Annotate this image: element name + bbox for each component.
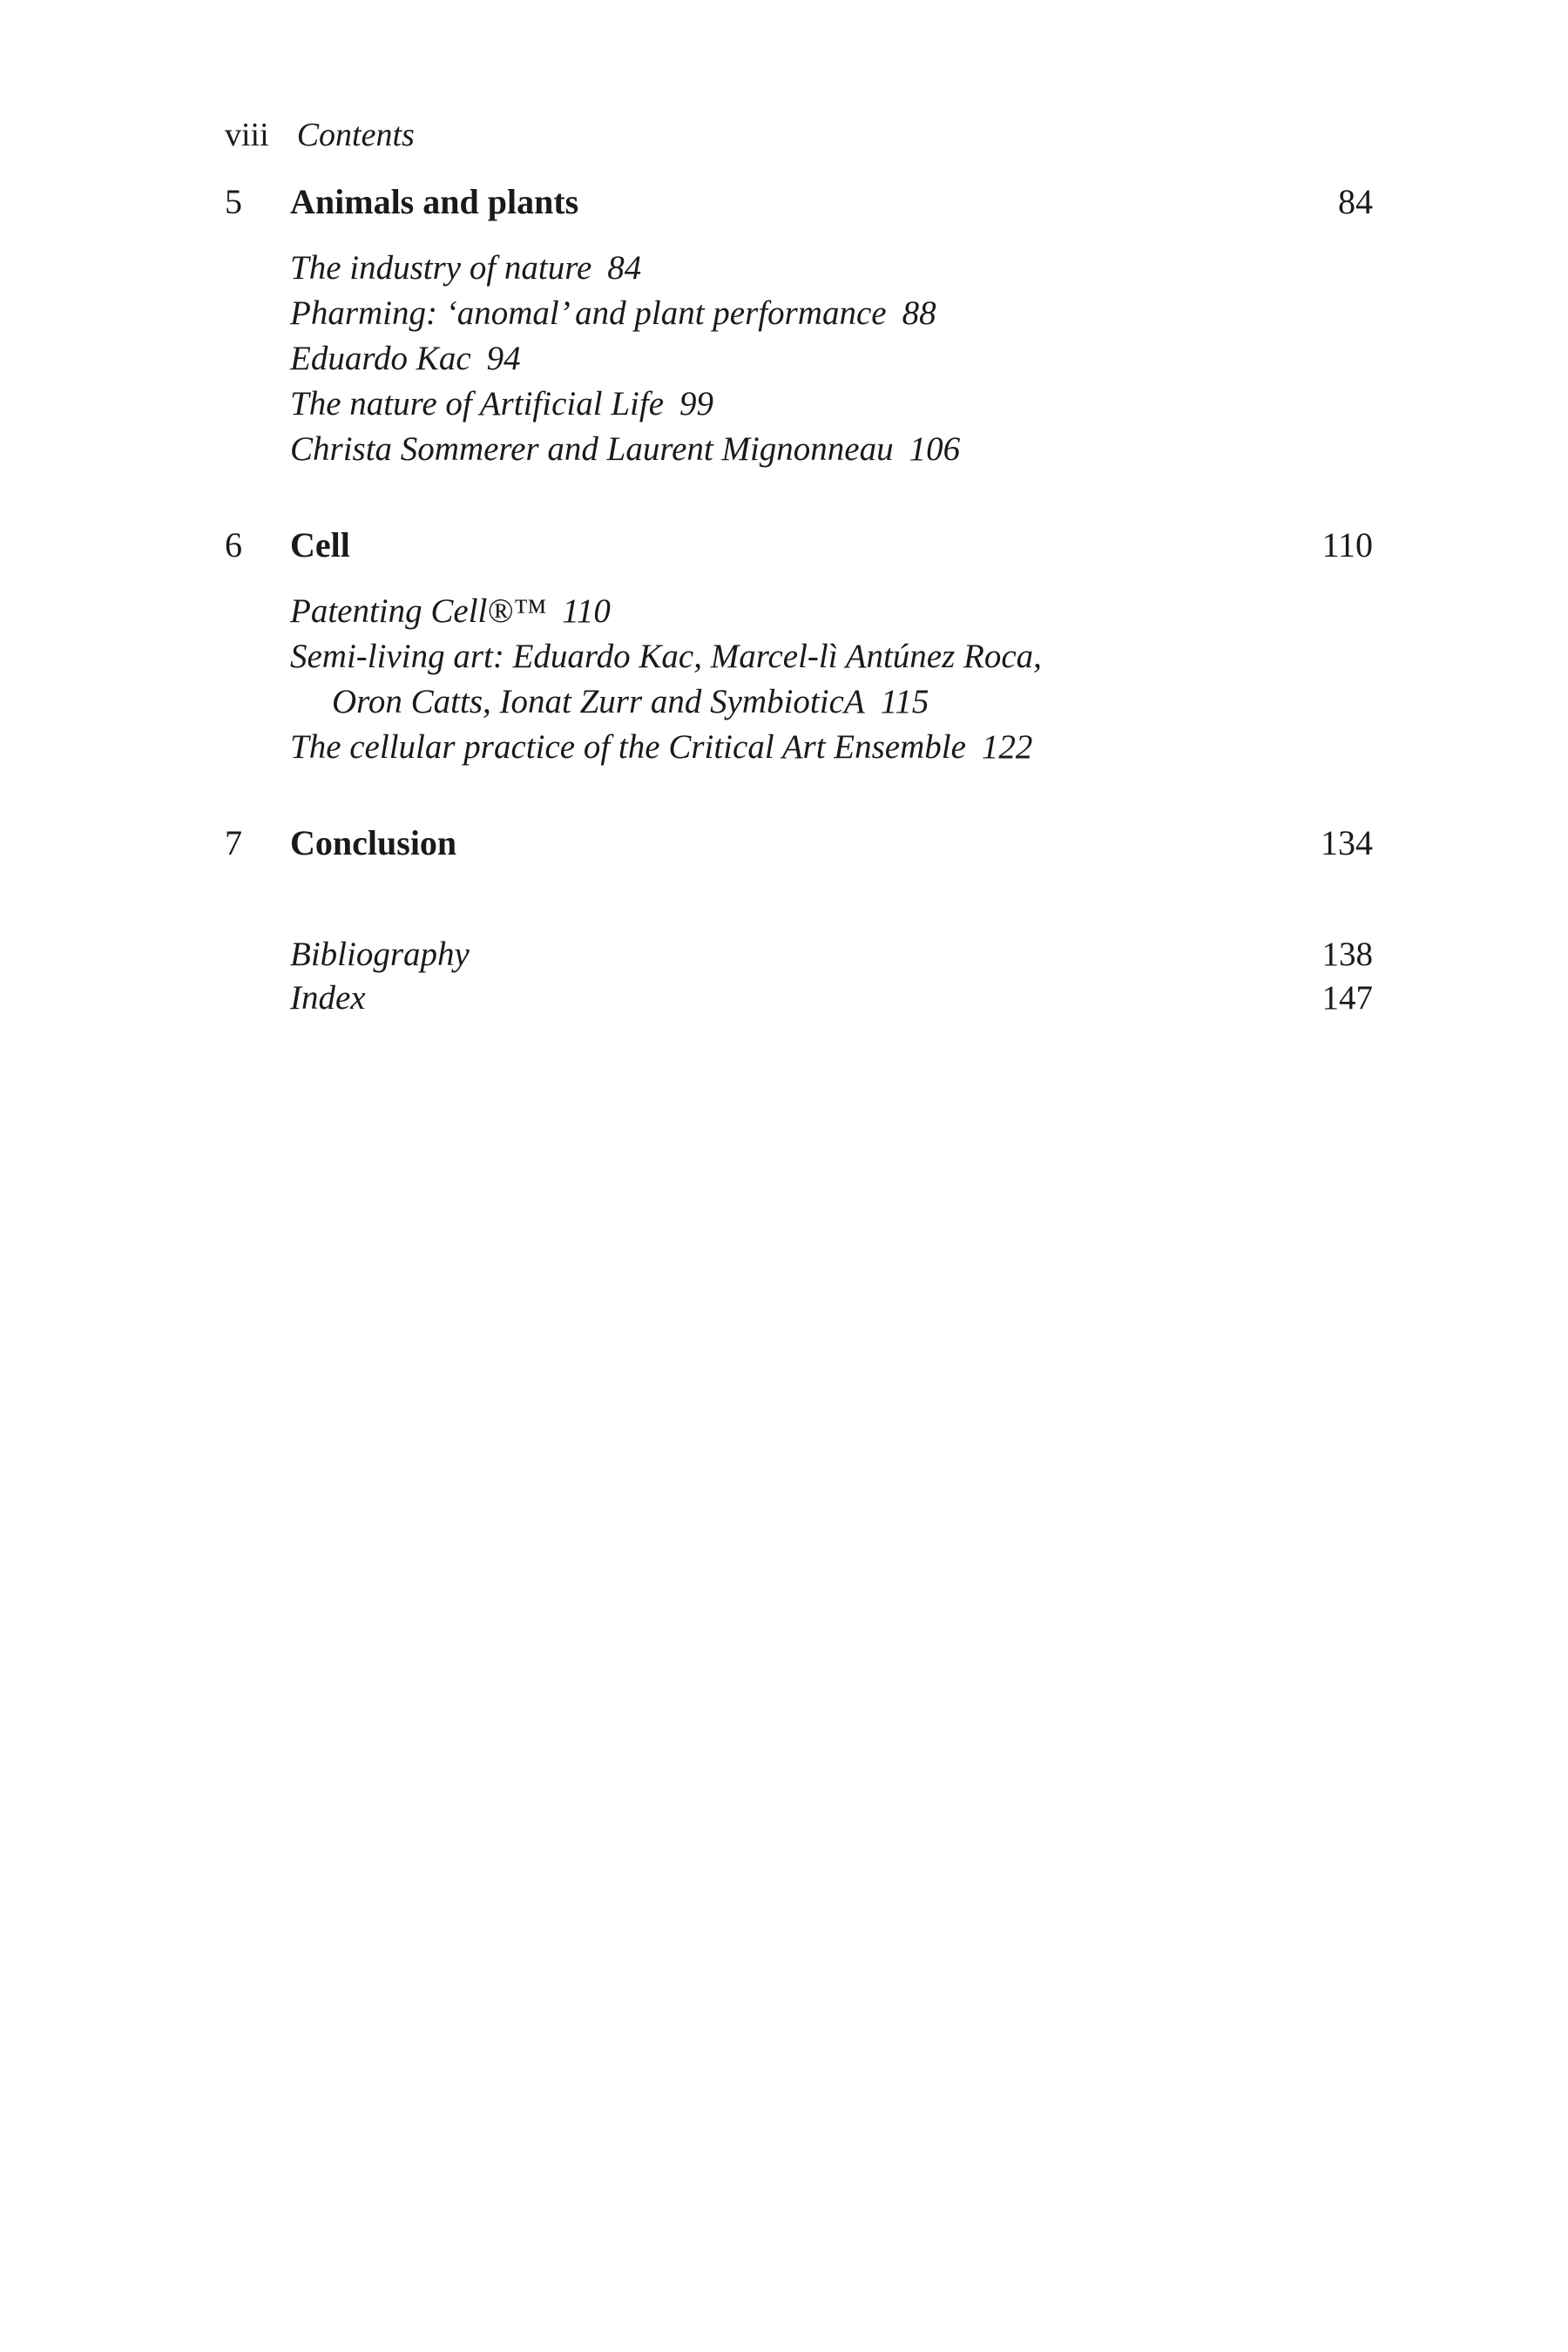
- section-title: The nature of Artificial Life: [290, 385, 664, 422]
- section-entry[interactable]: [290, 725, 1373, 770]
- section-page-number: 110: [562, 592, 611, 630]
- chapter-number: 7: [225, 823, 242, 862]
- section-entry[interactable]: [290, 382, 1373, 427]
- section-entry[interactable]: [290, 634, 1373, 679]
- section-page-number: 122: [981, 728, 1033, 766]
- running-head-title: Contents: [296, 117, 415, 153]
- chapter-5-row[interactable]: [225, 178, 1373, 226]
- section-entry[interactable]: [290, 246, 1373, 291]
- section-title: Eduardo Kac: [290, 340, 471, 377]
- section-title: Christa Sommerer and Laurent Mignonneau: [290, 430, 894, 468]
- end-matter-title: Bibliography: [290, 936, 470, 973]
- section-page-number: 106: [909, 430, 961, 468]
- section-page-number: 115: [880, 683, 929, 720]
- bibliography-row[interactable]: [290, 932, 1373, 977]
- section-page-number: 94: [486, 340, 521, 377]
- end-matter-page-number: 147: [1321, 979, 1373, 1017]
- chapter-number: 5: [225, 182, 242, 221]
- end-matter-page-number: 138: [1321, 936, 1373, 973]
- chapter-5-sections: [290, 246, 1373, 472]
- chapter-title: Cell: [290, 525, 350, 564]
- section-title: Semi-living art: Eduardo Kac, Marcel-lì Antúnez Roca,: [290, 638, 1042, 675]
- section-title: The industry of nature: [290, 249, 592, 287]
- section-title: Oron Catts, Ionat Zurr and SymbioticA: [332, 683, 865, 720]
- chapter-6-sections: [290, 589, 1373, 770]
- chapter-title: Conclusion: [290, 823, 457, 862]
- end-matter-title: Index: [290, 979, 366, 1017]
- chapter-page-number: 110: [1321, 525, 1373, 564]
- section-page-number: 88: [902, 294, 936, 332]
- section-title: The cellular practice of the Critical Art Ensemble: [290, 728, 966, 766]
- section-page-number: 99: [679, 385, 713, 422]
- running-head: [225, 113, 415, 157]
- section-title: Patenting Cell®™: [290, 592, 547, 630]
- section-entry-continuation[interactable]: [290, 679, 1373, 725]
- section-title: Pharming: ‘anomal’ and plant performance: [290, 294, 887, 332]
- section-entry[interactable]: [290, 336, 1373, 382]
- chapter-6-row[interactable]: [225, 521, 1373, 570]
- chapter-title: Animals and plants: [290, 182, 579, 221]
- section-page-number: 84: [607, 249, 642, 287]
- chapter-7-row[interactable]: [225, 819, 1373, 868]
- section-entry[interactable]: [290, 291, 1373, 336]
- chapter-number: 6: [225, 525, 242, 564]
- index-row[interactable]: [290, 976, 1373, 1021]
- section-entry[interactable]: [290, 589, 1373, 634]
- chapter-page-number: 84: [1338, 182, 1373, 221]
- page-folio: viii: [225, 117, 269, 153]
- section-entry[interactable]: [290, 427, 1373, 472]
- chapter-page-number: 134: [1321, 823, 1373, 862]
